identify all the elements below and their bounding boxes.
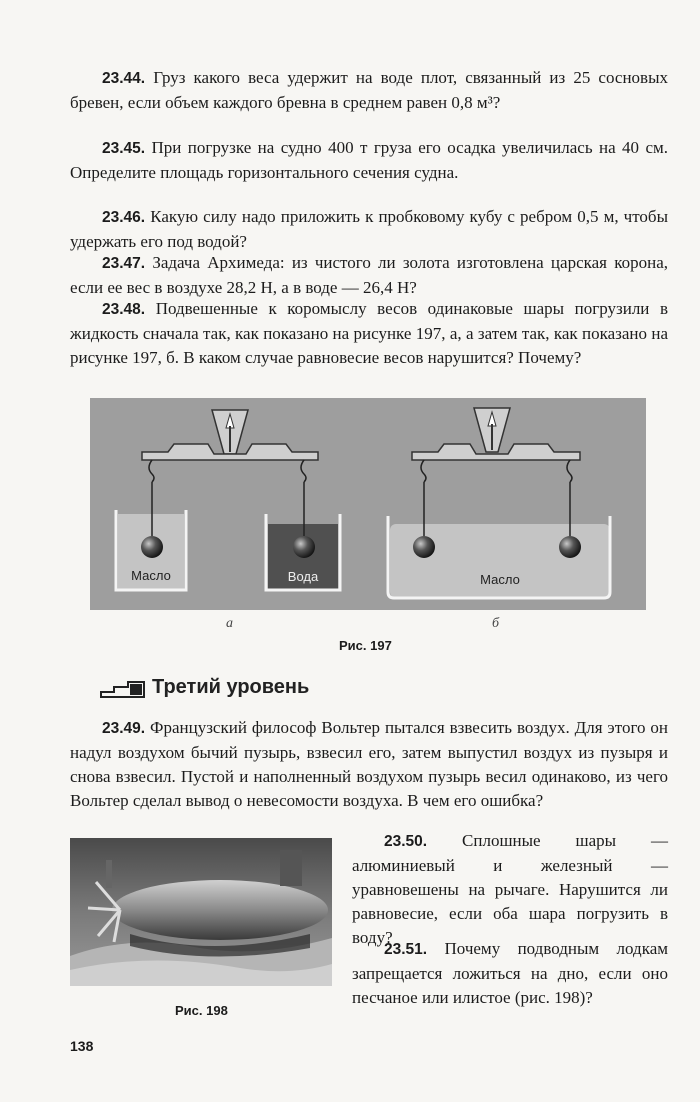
problem-text: Какую силу надо приложить к пробковому кубу с ребром 0,5 м, чтобы удержать его под водой? bbox=[70, 207, 669, 251]
problem-number: 23.46. bbox=[102, 209, 146, 226]
problem-text: Груз какого веса удержит на воде плот, связанный из 25 сосновых бревен, если объем каждого бревна в среднем равен 0,8 м³? bbox=[70, 68, 668, 112]
problem-text: Французский философ Вольтер пытался взвесить воздух. Для этого он надул воздухом бычий пузырь, взвесил его, затем выпустил воздух из пузыря и снова взвесил. Пустой и наполненный воздухом пузырь весил одинаково, из чего Вольтер сделал вывод о невесомости воздуха. В чем его ошибка? bbox=[70, 718, 669, 810]
problem-23-51 bbox=[352, 937, 668, 1010]
figure-198-submarine-photo bbox=[70, 838, 332, 986]
submarine-hull bbox=[112, 880, 328, 940]
problem-number: 23.44. bbox=[102, 70, 146, 87]
ball-right-b bbox=[559, 536, 581, 558]
problem-23-46 bbox=[70, 205, 668, 254]
figure-198-caption: Рис. 198 bbox=[175, 1003, 228, 1018]
page-number: 138 bbox=[70, 1038, 94, 1054]
section-title: Третий уровень bbox=[152, 676, 310, 698]
figure-197-sublabel-b: б bbox=[492, 616, 500, 631]
label-water-a: Вода bbox=[287, 569, 319, 584]
problem-23-45 bbox=[70, 136, 668, 185]
figure-197-balance-diagram bbox=[90, 398, 646, 610]
problem-text: Почему подводным лодкам запрещается ложиться на дно, если оно песчаное или илистое (рис. 198)? bbox=[352, 939, 669, 1007]
problem-23-47 bbox=[70, 251, 668, 300]
problem-text: Задача Архимеда: из чистого ли золота изготовлена царская корона, если ее вес в воздухе 28,2 Н, а в воде — 26,4 Н? bbox=[70, 253, 669, 297]
problem-23-49 bbox=[70, 716, 668, 813]
label-oil-b: Масло bbox=[480, 572, 520, 587]
problem-number: 23.48. bbox=[102, 301, 146, 318]
ball-left-b bbox=[413, 536, 435, 558]
problem-23-48 bbox=[70, 297, 668, 370]
problem-text: При погрузке на судно 400 т груза его осадка увеличилась на 40 см. Определите площадь горизонтального сечения судна. bbox=[70, 138, 668, 182]
problem-text: Сплошные шары — алюминиевый и железный — уравновешены на рычаге. Нарушится ли равновесие, если оба шара погрузить в воду? bbox=[352, 831, 668, 947]
ball-right-a bbox=[293, 536, 315, 558]
problem-23-50 bbox=[352, 829, 668, 950]
level-stairs-icon bbox=[100, 680, 148, 698]
submarine-tower bbox=[280, 850, 302, 886]
problem-text: Подвешенные к коромыслу весов одинаковые шары погрузили в жидкость сначала так, как показано на рисунке 197, а, а затем так, как показано на рисунке 197, б. В каком случае равновесие весов нарушится? Почему? bbox=[70, 299, 668, 367]
label-oil-a: Масло bbox=[131, 568, 171, 583]
problem-number: 23.51. bbox=[384, 941, 428, 958]
problem-number: 23.47. bbox=[102, 255, 146, 272]
problem-number: 23.50. bbox=[384, 833, 428, 850]
problem-number: 23.45. bbox=[102, 140, 146, 157]
figure-197-caption: Рис. 197 bbox=[339, 638, 392, 653]
problem-number: 23.49. bbox=[102, 720, 146, 737]
figure-197-sublabel-a: а bbox=[226, 616, 233, 631]
ball-left-a bbox=[141, 536, 163, 558]
problem-23-44 bbox=[70, 66, 668, 115]
